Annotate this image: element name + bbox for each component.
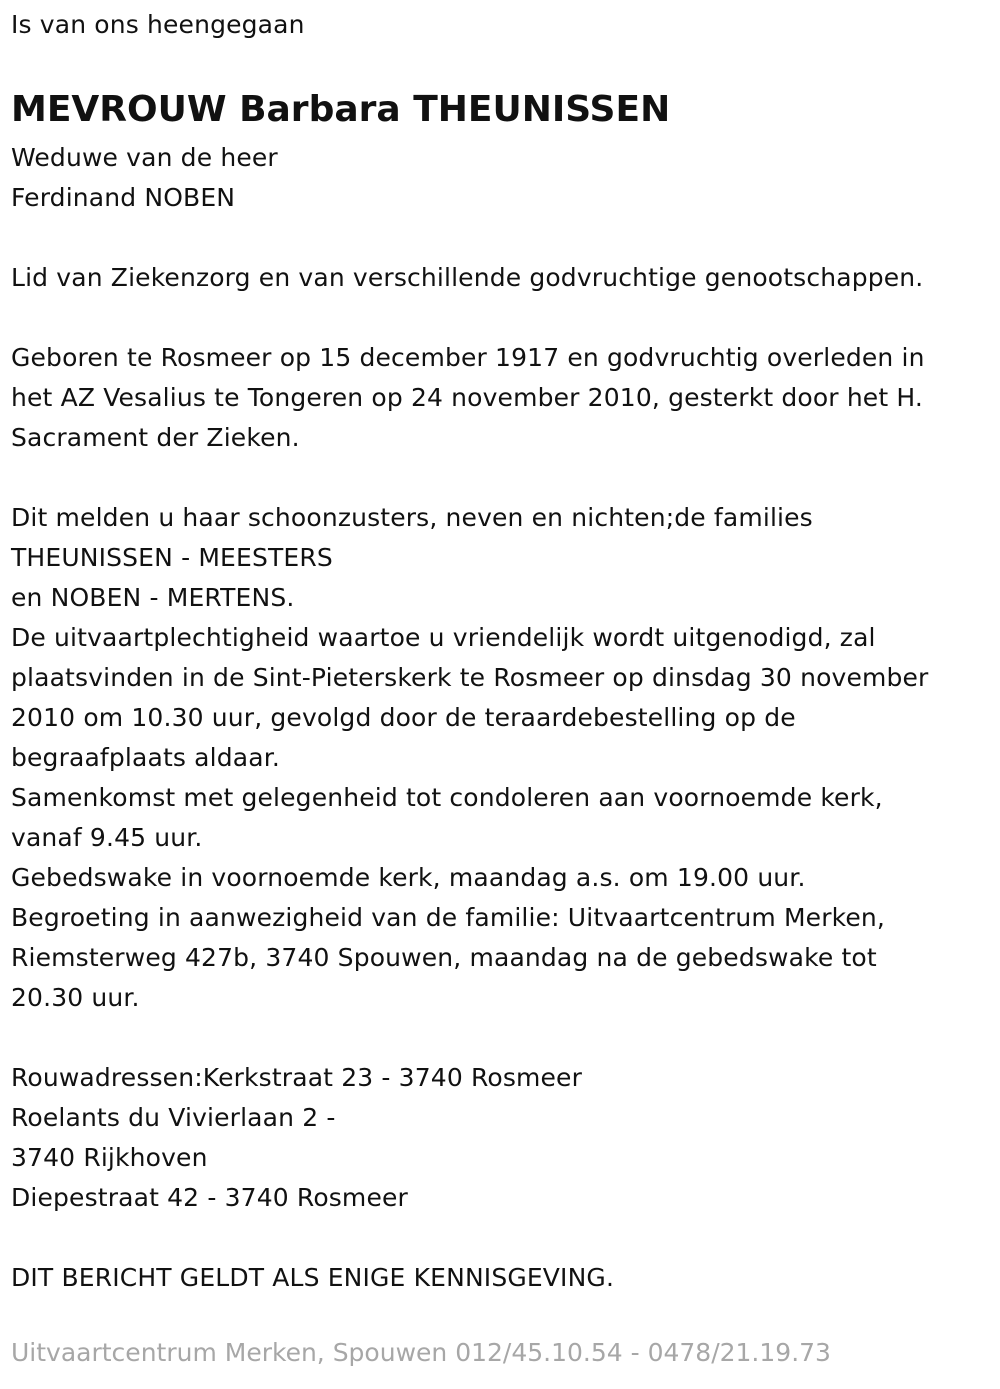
widow-line: Weduwe van de heer bbox=[11, 143, 278, 172]
announcement-line: THEUNISSEN - MEESTERS bbox=[11, 543, 333, 572]
announcement-line: 20.30 uur. bbox=[11, 983, 140, 1012]
announcement-line: Begroeting in aanwezigheid van de familie: Uitvaartcentrum Merken, bbox=[11, 903, 885, 932]
announcement-line: Riemsterweg 427b, 3740 Spouwen, maandag na de gebedswake tot bbox=[11, 943, 877, 972]
funeral-home-footer: Uitvaartcentrum Merken, Spouwen 012/45.10.54 - 0478/21.19.73 bbox=[11, 1338, 831, 1367]
obituary-notice bbox=[11, 0, 991, 1298]
deceased-name: MEVROUW Barbara THEUNISSEN bbox=[11, 89, 671, 130]
birth-death-line: het AZ Vesalius te Tongeren op 24 november 2010, gesterkt door het H. bbox=[11, 383, 923, 412]
announcement-line: Gebedswake in voornoemde kerk, maandag a.s. om 19.00 uur. bbox=[11, 863, 806, 892]
announcement-line: De uitvaartplechtigheid waartoe u vriendelijk wordt uitgenodigd, zal bbox=[11, 623, 876, 652]
address-line: Diepestraat 42 - 3740 Rosmeer bbox=[11, 1183, 408, 1212]
announcement-line: begraafplaats aldaar. bbox=[11, 743, 280, 772]
address-block bbox=[11, 1058, 991, 1218]
announcement-line: 2010 om 10.30 uur, gevolgd door de teraardebestelling op de bbox=[11, 703, 796, 732]
announcement-line: plaatsvinden in de Sint-Pieterskerk te Rosmeer op dinsdag 30 november bbox=[11, 663, 929, 692]
closing-text: DIT BERICHT GELDT ALS ENIGE KENNISGEVING. bbox=[11, 1263, 615, 1292]
membership-text: Lid van Ziekenzorg en van verschillende godvruchtige genootschappen. bbox=[11, 263, 924, 292]
announcement-line: Samenkomst met gelegenheid tot condoleren aan voornoemde kerk, bbox=[11, 783, 883, 812]
announcement-line: vanaf 9.45 uur. bbox=[11, 823, 203, 852]
announcement-block bbox=[11, 498, 991, 1018]
birth-death-block bbox=[11, 338, 991, 458]
address-line: Rouwadressen:Kerkstraat 23 - 3740 Rosmeer bbox=[11, 1063, 583, 1092]
announcement-line: Dit melden u haar schoonzusters, neven en nichten;de families bbox=[11, 503, 813, 532]
widow-line: Ferdinand NOBEN bbox=[11, 183, 236, 212]
widow-block bbox=[11, 138, 991, 218]
birth-death-line: Geboren te Rosmeer op 15 december 1917 en godvruchtig overleden in bbox=[11, 343, 925, 372]
birth-death-line: Sacrament der Zieken. bbox=[11, 423, 300, 452]
address-line: Roelants du Vivierlaan 2 - bbox=[11, 1103, 336, 1132]
intro-text: Is van ons heengegaan bbox=[11, 10, 305, 39]
announcement-line: en NOBEN - MERTENS. bbox=[11, 583, 295, 612]
address-line: 3740 Rijkhoven bbox=[11, 1143, 208, 1172]
